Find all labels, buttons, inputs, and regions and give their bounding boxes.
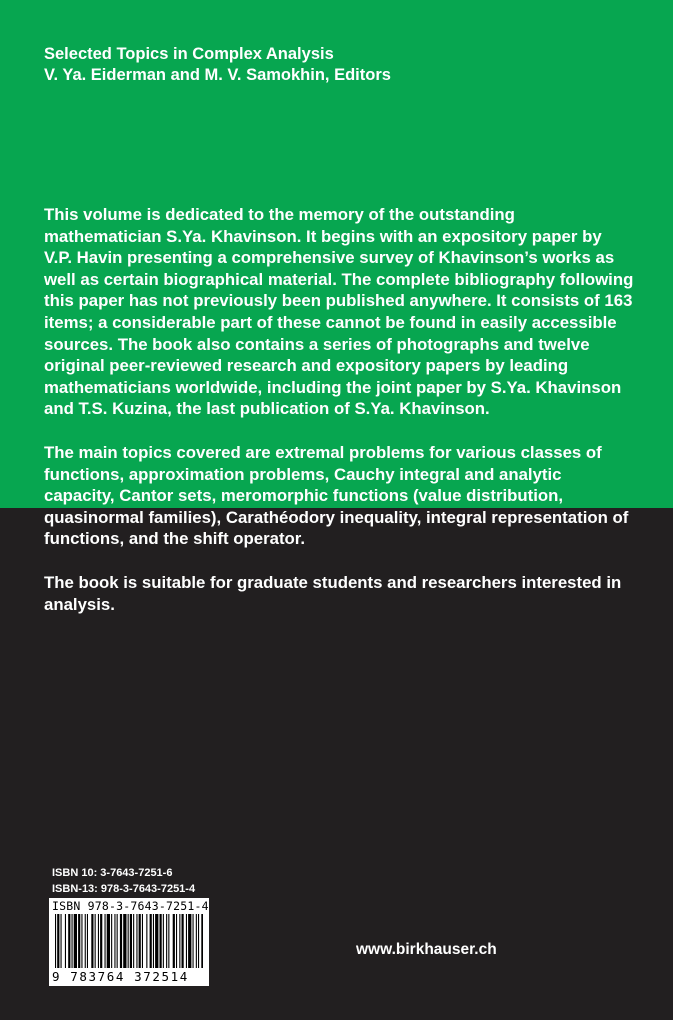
book-title-block <box>44 44 391 86</box>
barcode-bar <box>120 914 122 968</box>
barcode-bar <box>150 914 152 968</box>
barcode-bar <box>74 914 77 968</box>
publisher-url[interactable]: www.birkhauser.ch <box>356 941 497 958</box>
barcode-bar <box>81 914 82 968</box>
barcode-bar <box>182 914 184 968</box>
barcode-number: 9 783764 372514 <box>52 969 189 984</box>
barcode-bar <box>105 914 106 968</box>
barcode-bar <box>87 914 88 968</box>
barcode-bar <box>100 914 102 968</box>
barcode-bar <box>155 914 158 968</box>
description-paragraph-1: This volume is dedicated to the memory of the outstanding mathematician S.Ya. Khavinson. It begins with an expository paper by V.P. Havin presenting a comprehensive survey of Khavinson’s works as well as certain biographical material. The complete bibliography following this paper has not previously been published anywhere. It consists of 163 items; a considerable part of these cannot be found in easily accessible sources. The book also contains a series of photographs and twelve original peer-reviewed research and expository papers by leading mathematicians worldwide, including the joint paper by S.Ya. Khavinson and T.S. Kuzina, the last publication of S.Ya. Khavinson. <box>44 205 634 419</box>
barcode-bar <box>57 914 59 968</box>
editors-line: V. Ya. Eiderman and M. V. Samokhin, Editors <box>44 66 391 84</box>
barcode-bar <box>65 914 66 968</box>
barcode-bar <box>78 914 80 968</box>
barcode-bar <box>176 914 177 968</box>
barcode-bar <box>166 914 167 968</box>
barcode-bar <box>117 914 118 968</box>
barcode-bar <box>186 914 187 968</box>
barcode-bars <box>55 914 203 968</box>
barcode-bar <box>188 914 191 968</box>
barcode-bar <box>72 914 73 968</box>
barcode-bar <box>142 914 143 968</box>
barcode-bar <box>128 914 129 968</box>
barcode <box>49 898 209 986</box>
barcode-bar <box>153 914 154 968</box>
barcode-bar <box>130 914 132 968</box>
isbn-10: ISBN 10: 3-7643-7251-6 <box>52 867 173 879</box>
isbn-13: ISBN-13: 978-3-7643-7251-4 <box>52 882 196 895</box>
barcode-bar <box>133 914 134 968</box>
barcode-bar <box>201 914 203 968</box>
barcode-bar <box>160 914 162 968</box>
barcode-bar <box>146 914 147 968</box>
barcode-bar <box>85 914 86 968</box>
series-title: Selected Topics in Complex Analysis <box>44 45 334 63</box>
barcode-bar <box>68 914 70 968</box>
isbn-block <box>52 866 195 897</box>
barcode-bar <box>196 914 197 968</box>
barcode-bar <box>114 914 115 968</box>
barcode-bar <box>136 914 137 968</box>
barcode-bar <box>55 914 56 968</box>
barcode-bar <box>198 914 199 968</box>
barcode-bar <box>98 914 99 968</box>
barcode-bar <box>123 914 126 968</box>
description-paragraph-3: The book is suitable for graduate students and researchers interested in analysis. <box>44 572 622 614</box>
barcode-bar <box>91 914 93 968</box>
barcode-isbn-text: ISBN 978-3-7643-7251-4 <box>52 899 209 913</box>
barcode-bar <box>61 914 62 968</box>
barcode-bar <box>163 914 164 968</box>
barcode-bar <box>111 914 112 968</box>
barcode-bar <box>95 914 96 968</box>
barcode-bar <box>168 914 169 968</box>
description-text <box>44 204 634 637</box>
description-paragraph-2: The main topics covered are extremal problems for various classes of functions, approximation problems, Cauchy integral and analytic capacity, Cantor sets, meromorphic functions (value distribution, quasinormal families), Carathéodory inequality, integral representation of functions, and the shift operator. <box>44 442 629 549</box>
barcode-bar <box>107 914 110 968</box>
barcode-bar <box>173 914 175 968</box>
barcode-bar <box>193 914 194 968</box>
barcode-bar <box>179 914 180 968</box>
barcode-bar <box>139 914 141 968</box>
